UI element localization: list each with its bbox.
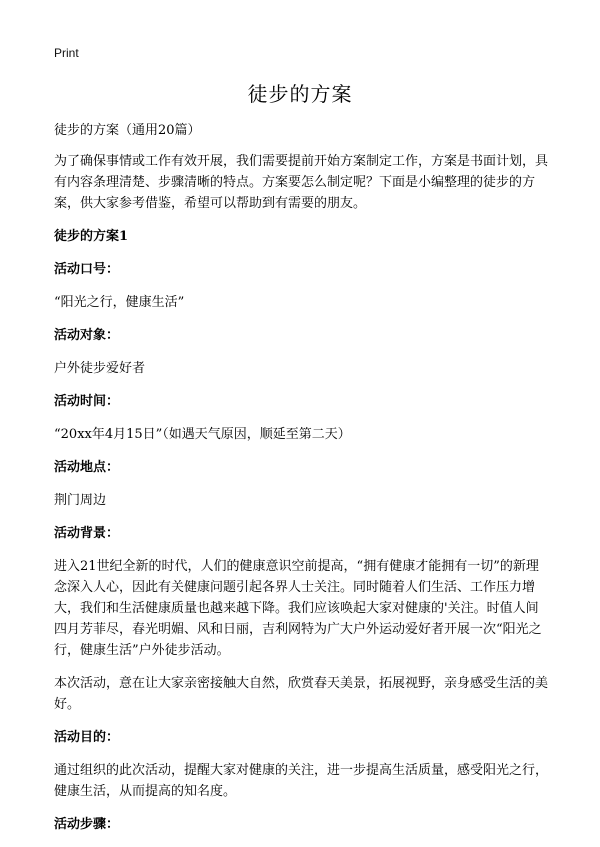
target-heading: 活动对象： xyxy=(54,328,120,343)
print-link[interactable]: Print xyxy=(54,46,79,60)
background-paragraph-2: 本次活动，意在让大家亲密接触大自然，欣赏春天美景，拓展视野，亲身感受生活的美好。 xyxy=(54,676,549,712)
background-heading: 活动背景： xyxy=(54,526,120,541)
target-text: 户外徒步爱好者 xyxy=(54,361,146,376)
place-text: 荆门周边 xyxy=(54,493,107,508)
time-text: “20xx年4月15日”（如遇天气原因，顺延至第二天） xyxy=(54,427,351,442)
document-title: 徒步的方案 xyxy=(247,82,353,106)
place-heading: 活动地点： xyxy=(54,460,120,475)
slogan-heading: 活动口号： xyxy=(54,262,120,277)
slogan-text: “阳光之行，健康生活” xyxy=(54,295,185,310)
document-subtitle: 徒步的方案（通用20篇） xyxy=(54,123,201,138)
time-heading: 活动时间： xyxy=(54,394,120,409)
document-body xyxy=(54,120,550,847)
section-heading: 徒步的方案1 xyxy=(54,229,129,244)
steps-heading: 活动步骤： xyxy=(54,817,120,832)
purpose-heading: 活动目的： xyxy=(54,730,120,745)
background-paragraph-1: 进入21世纪全新的时代，人们的健康意识空前提高，“拥有健康才能拥有一切”的新理念深入人心，因此有关健康问题引起各界人士关注。同时随着人们生活、工作压力增大，我们和生活健康质量也越来越下降。我们应该唤起大家对健康的'关注。时值人间四月芳菲尽，春光明媚、风和日丽，吉利网特为广大户外运动爱好者开展一次“阳光之行，健康生活”户外徒步活动。 xyxy=(54,559,542,658)
intro-paragraph: 为了确保事情或工作有效开展，我们需要提前开始方案制定工作，方案是书面计划，具有内容条理清楚、步骤清晰的特点。方案要怎么制定呢？下面是小编整理的徒步的方案，供大家参考借鉴，希望可以帮助到有需要的朋友。 xyxy=(54,154,549,211)
purpose-text: 通过组织的此次活动，提醒大家对健康的关注，进一步提高生活质量，感受阳光之行，健康生活，从而提高的知名度。 xyxy=(54,763,549,799)
